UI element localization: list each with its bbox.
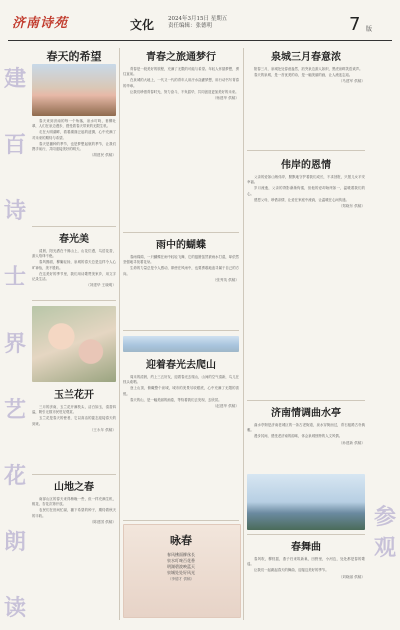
side-char: 建 bbox=[3, 66, 26, 92]
side-char: 艺 bbox=[3, 396, 26, 423]
paragraph: 漫步其间，感受老济南的韵味，体会泉城独特的人文风情。 bbox=[254, 434, 343, 439]
paragraph: 在这美好的季节里，我们用诗歌赞美家乡，用文字记录生活。 bbox=[32, 271, 116, 282]
page-header bbox=[0, 0, 400, 44]
paragraph: 父亲的爱如山般伟岸，默默地守护着我们成长，不求回报，只愿儿女平安幸福。 bbox=[247, 175, 365, 185]
paragraph: 三月的济南，玉兰花开满枝头，洁白如玉，清香四溢，吸引无数市民驻足观赏。 bbox=[32, 405, 116, 415]
article-title: 雨中的蝴蝶 bbox=[156, 240, 206, 251]
byline: （杨建华 供稿） bbox=[212, 96, 239, 101]
byline: （王永年 供稿） bbox=[89, 427, 116, 432]
poem-line: 泉水叮咚百花香 bbox=[167, 558, 195, 563]
paragraph: 走在大明湖畔，看着湖面泛起的涟漪，心中充满了对未来的期待与希望。 bbox=[32, 130, 116, 140]
article-title: 玉兰花开 bbox=[54, 390, 94, 401]
article-youth-journey bbox=[123, 48, 239, 101]
side-char: 朗 bbox=[3, 528, 26, 555]
article-divider bbox=[32, 300, 116, 301]
article-body bbox=[247, 423, 365, 440]
side-char: 士 bbox=[3, 264, 26, 291]
article-title: 济南情调曲水亭 bbox=[271, 408, 341, 419]
byline: （刘建华 王晓明） bbox=[86, 283, 116, 288]
article-title: 春光美 bbox=[59, 234, 89, 245]
paragraph: 春天是播种的季节，也是梦想起航的季节，让我们携手前行，共同迎接美好的明天。 bbox=[32, 141, 116, 152]
byline: （张秀英 供稿） bbox=[212, 277, 239, 282]
column-divider bbox=[243, 48, 244, 620]
article-divider bbox=[32, 226, 116, 227]
paragraph: 春雨绵绵，一只蝴蝶在雨中轻轻飞舞，它的翅膀虽然被雨水打湿，却依然坚强地寻找着花朵。 bbox=[123, 255, 239, 265]
paragraph: 南部山区的春天来得稍晚一些，但一样充满生机，桃花、杏花次第开放。 bbox=[32, 497, 116, 507]
decorative-side-text-left bbox=[2, 62, 28, 622]
article-fathers-love bbox=[247, 156, 365, 209]
paragraph: 春风吹，柳枝摇，燕子归来筑新巢，田野里，小河边，处处都是春的歌谣。 bbox=[247, 557, 365, 567]
paragraph: 春风拂面，柳絮轻扬，泉城的春天总是这样令人心旷神怡，美不胜收。 bbox=[32, 260, 116, 270]
poem-lines bbox=[123, 552, 239, 576]
paragraph: 曲水亭街是济南老城区的一条古老街道，泉水穿街而过，青石板路古朴典雅。 bbox=[247, 423, 365, 433]
byline: （马建军 供稿） bbox=[338, 79, 365, 84]
paragraph: 登上山顶，俯瞰整个泉城，城市的美景尽收眼底，心中充满了无限的喜悦。 bbox=[123, 386, 239, 396]
article-photo-mountain-sky bbox=[123, 336, 239, 352]
paragraph: 周末的清晨，约上三五好友，迎着春光去爬山，山间的空气清新，鸟儿在枝头欢唱。 bbox=[123, 375, 239, 385]
article-divider bbox=[123, 232, 239, 233]
paragraph: 青春是一段美好的旅程，充满了无限的可能与希望。年轻人怀揣梦想，勇往直前。 bbox=[123, 67, 239, 77]
article-spring-dance bbox=[247, 538, 365, 580]
poem-line: 泉城处处好风光 bbox=[167, 570, 195, 575]
paragraph: 春天的泉城，是一首优美的诗，是一幅美丽的画，让人流连忘返。 bbox=[254, 73, 353, 78]
section-name: 文化 bbox=[130, 18, 155, 32]
article-divider bbox=[123, 330, 239, 331]
article-body bbox=[123, 67, 239, 95]
paragraph: 岁月流逝，父亲的背影渐渐佝偻，但他的爱却始终如一，温暖着我们的心。 bbox=[247, 186, 365, 196]
paragraph: 玉兰花是春天的使者，它以高洁的姿态迎接春天的到来。 bbox=[32, 416, 116, 426]
article-body bbox=[123, 375, 239, 403]
article-body bbox=[247, 67, 365, 78]
page-number: 7 bbox=[349, 14, 361, 35]
poem-line: 明湖碧波映蓝天 bbox=[167, 564, 195, 569]
byline: （刘晓丽 供稿） bbox=[338, 574, 365, 579]
byline: （李德才 供稿） bbox=[167, 577, 195, 581]
article-magnolia bbox=[32, 386, 116, 433]
paragraph: 春天来到济南的每一个角落，泉水叮咚，垂柳吐翠，人们在泉边漫步，感受着春天带来的无限生机。 bbox=[32, 119, 116, 129]
paragraph: 让我们一起跳起春天的舞曲，迎接这美好的季节。 bbox=[254, 568, 329, 573]
article-body bbox=[32, 497, 116, 519]
article-divider bbox=[247, 150, 365, 151]
byline: （孙建新 供稿） bbox=[338, 440, 365, 445]
article-spring-beauty bbox=[32, 230, 116, 288]
side-char: 参 bbox=[373, 504, 396, 530]
article-divider bbox=[247, 534, 365, 535]
page-suffix: 版 bbox=[366, 26, 373, 33]
article-photo-lake bbox=[247, 474, 365, 530]
poem-line: 春风拂面柳丝长 bbox=[167, 552, 195, 557]
article-body bbox=[247, 557, 365, 574]
article-divider bbox=[32, 474, 116, 475]
side-char: 诗 bbox=[3, 198, 26, 225]
article-body-wrapper bbox=[32, 119, 116, 158]
dateline bbox=[168, 16, 227, 30]
paragraph: 农民们在田间忙碌，播下希望的种子，期待着秋天的丰收。 bbox=[32, 508, 116, 518]
paragraph: 感恩父母，珍惜亲情，让爱在家庭中流淌，让温暖在心间传递。 bbox=[254, 197, 349, 202]
article-ode-to-spring bbox=[123, 532, 239, 582]
side-char: 观 bbox=[373, 535, 396, 561]
header-rule bbox=[8, 40, 392, 41]
article-march-spring bbox=[247, 48, 365, 84]
article-body bbox=[32, 405, 116, 427]
paragraph: 阳春三月，泉城处处春意盎然，趵突泉边游人如织，黑虎泉畔笑语欢声。 bbox=[254, 67, 363, 71]
article-mountain-spring bbox=[32, 478, 116, 525]
article-qushuiting bbox=[247, 404, 365, 446]
article-body bbox=[123, 255, 239, 277]
article-title: 山地之春 bbox=[54, 482, 94, 493]
article-title: 咏春 bbox=[170, 534, 192, 547]
newspaper-logo: 济南诗苑 bbox=[12, 16, 69, 31]
side-char: 界 bbox=[3, 330, 26, 357]
paragraph: 在泉城的大地上，一代又一代的青年人用汗水浇灌梦想，用行动书写青春的华章。 bbox=[123, 78, 239, 88]
article-butterfly-in-rain bbox=[123, 236, 239, 283]
article-body bbox=[32, 119, 116, 152]
byline: （陈建国 供稿） bbox=[89, 519, 116, 524]
article-divider bbox=[123, 520, 239, 521]
side-char: 百 bbox=[3, 132, 26, 159]
side-char: 花 bbox=[3, 462, 26, 489]
byline: （赵建华 供稿） bbox=[212, 404, 239, 409]
article-climbing-mountain bbox=[123, 356, 239, 409]
paragraph: 生命的力量总是令人感动，即使在风雨中，也要勇敢地追寻属于自己的方向。 bbox=[123, 266, 239, 276]
paragraph: 春天的山，是一幅美丽的画卷，等待着我们去发现、去欣赏。 bbox=[130, 397, 222, 402]
article-title: 春天的希望 bbox=[46, 50, 102, 63]
article-title: 泉城三月春意浓 bbox=[271, 52, 341, 63]
article-title: 伟岸的恩情 bbox=[281, 160, 331, 171]
paragraph: 清晨，阳光洒在千佛山上，山花烂漫，鸟语花香，游人络绎不绝。 bbox=[32, 249, 116, 259]
decorative-side-text-right bbox=[372, 500, 398, 562]
article-body bbox=[247, 175, 365, 203]
article-divider bbox=[247, 400, 365, 401]
article-photo-tree bbox=[32, 64, 116, 116]
side-char: 读 bbox=[3, 595, 26, 621]
byline: （郑晓东 供稿） bbox=[338, 204, 365, 209]
article-body bbox=[32, 249, 116, 282]
article-photo-magnolia bbox=[32, 306, 116, 382]
paragraph: 让我们珍惜青春时光，努力奋斗，不负韶华，共同创造更加美好的未来。 bbox=[130, 89, 239, 94]
byline: （胡建民 供稿） bbox=[89, 153, 116, 158]
article-title: 青春之旅通梦行 bbox=[146, 52, 216, 63]
editor-credit: 责任编辑：张德明 bbox=[168, 23, 213, 29]
publication-date: 2024年3月15日 星期五 bbox=[168, 16, 228, 22]
column-divider bbox=[119, 48, 120, 620]
article-title: 迎着春光去爬山 bbox=[146, 360, 216, 371]
article-title: 春舞曲 bbox=[291, 542, 321, 553]
